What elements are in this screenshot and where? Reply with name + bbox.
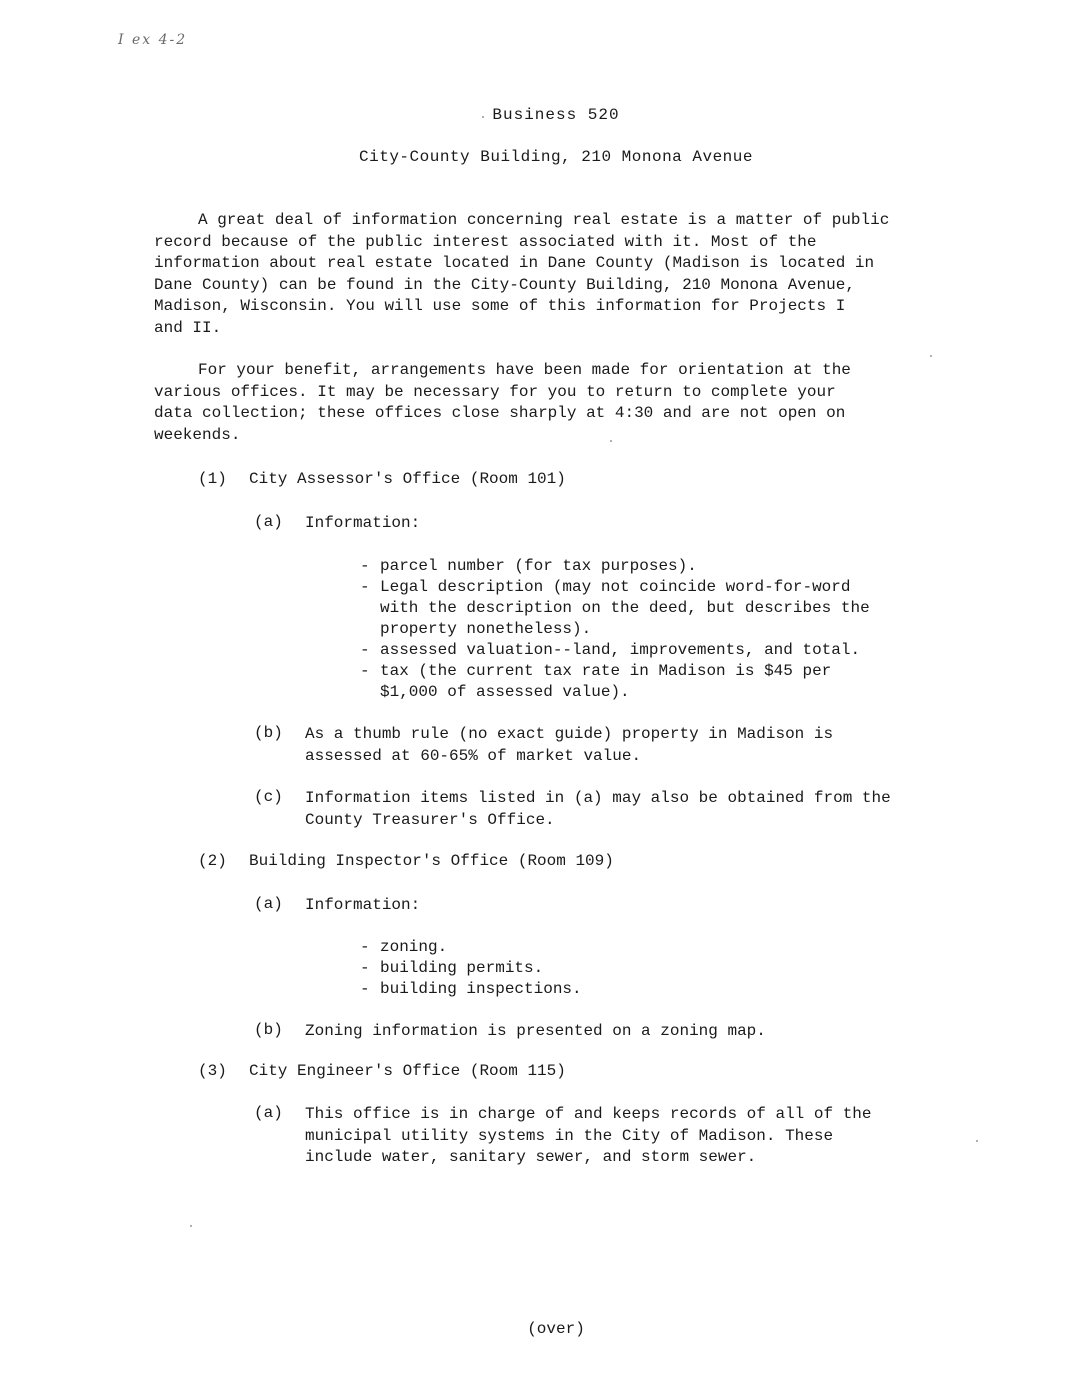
text-line: County Treasurer's Office.	[305, 810, 555, 829]
text-line: municipal utility systems in the City of Madison. These	[305, 1126, 834, 1145]
list-item: - Legal description (may not coincide word-for-word with the description on the deed, but describes the property nonetheless).	[360, 577, 870, 640]
text-line: data collection; these offices close sharply at 4:30 and are not open on	[154, 404, 846, 422]
text-line: various offices. It may be necessary for you to return to complete your	[154, 382, 836, 401]
info-bullet-list	[360, 556, 870, 703]
list-item: - tax (the current tax rate in Madison is $45 per $1,000 of assessed value).	[360, 661, 870, 703]
item-label: (a)	[254, 895, 283, 913]
scan-speck	[610, 440, 612, 442]
intro-paragraph	[154, 210, 976, 339]
text-line: information about real estate located in Dane County (Madison is located in	[154, 254, 875, 272]
scan-speck	[930, 355, 932, 357]
text-line: This office is in charge of and keeps records of all of the	[305, 1105, 872, 1123]
handwritten-note: I ex 4-2	[118, 32, 188, 48]
item-text	[305, 1021, 766, 1043]
item-label: (a)	[254, 1104, 283, 1122]
section-title: City Engineer's Office (Room 115)	[249, 1062, 566, 1080]
section-title: City Assessor's Office (Room 101)	[249, 470, 566, 488]
item-text	[305, 724, 833, 767]
page-footer: (over)	[527, 1320, 585, 1338]
item-label: (c)	[254, 788, 283, 806]
list-item: - building inspections.	[360, 979, 582, 1000]
text-line: As a thumb rule (no exact guide) property in Madison is	[305, 725, 834, 743]
text-line: Zoning information is presented on a zoning map.	[305, 1022, 766, 1040]
text-line: Madison, Wisconsin. You will use some of this information for Projects I	[154, 297, 846, 315]
list-item: - assessed valuation--land, improvements, and total.	[360, 640, 870, 661]
scan-speck	[482, 116, 484, 118]
text-line: Information items listed in (a) may also be obtained from the	[305, 789, 891, 807]
item-text	[305, 1104, 872, 1169]
text-line: and II.	[154, 318, 222, 337]
section-number: (2)	[198, 852, 227, 870]
list-item: - zoning.	[360, 937, 582, 958]
item-text	[305, 895, 420, 917]
orientation-paragraph	[154, 360, 976, 446]
item-text	[305, 788, 891, 831]
info-bullet-list	[360, 937, 582, 1000]
section-number: (1)	[198, 470, 227, 488]
item-text	[305, 513, 420, 535]
text-line: record because of the public interest associated with it. Most of the	[154, 232, 817, 251]
item-label: (a)	[254, 513, 283, 531]
text-line: Information:	[305, 514, 421, 532]
list-item: - building permits.	[360, 958, 582, 979]
text-line: weekends.	[154, 425, 241, 444]
text-line: include water, sanitary sewer, and storm sewer.	[305, 1148, 757, 1166]
text-line: A great deal of information concerning real estate is a matter of public	[198, 211, 890, 229]
text-line: assessed at 60-65% of market value.	[305, 746, 642, 765]
section-title: Building Inspector's Office (Room 109)	[249, 852, 614, 870]
section-number: (3)	[198, 1062, 227, 1080]
course-title: Business 520	[492, 106, 620, 124]
list-item: - parcel number (for tax purposes).	[360, 556, 870, 577]
scan-speck	[190, 1225, 192, 1227]
item-label: (b)	[254, 1021, 283, 1039]
text-line: For your benefit, arrangements have been made for orientation at the	[198, 361, 851, 379]
item-label: (b)	[254, 724, 283, 742]
scan-speck	[976, 1140, 978, 1142]
text-line: Information:	[305, 896, 421, 914]
text-line: Dane County) can be found in the City-County Building, 210 Monona Avenue,	[154, 275, 855, 294]
location-subtitle: City-County Building, 210 Monona Avenue	[359, 148, 753, 166]
